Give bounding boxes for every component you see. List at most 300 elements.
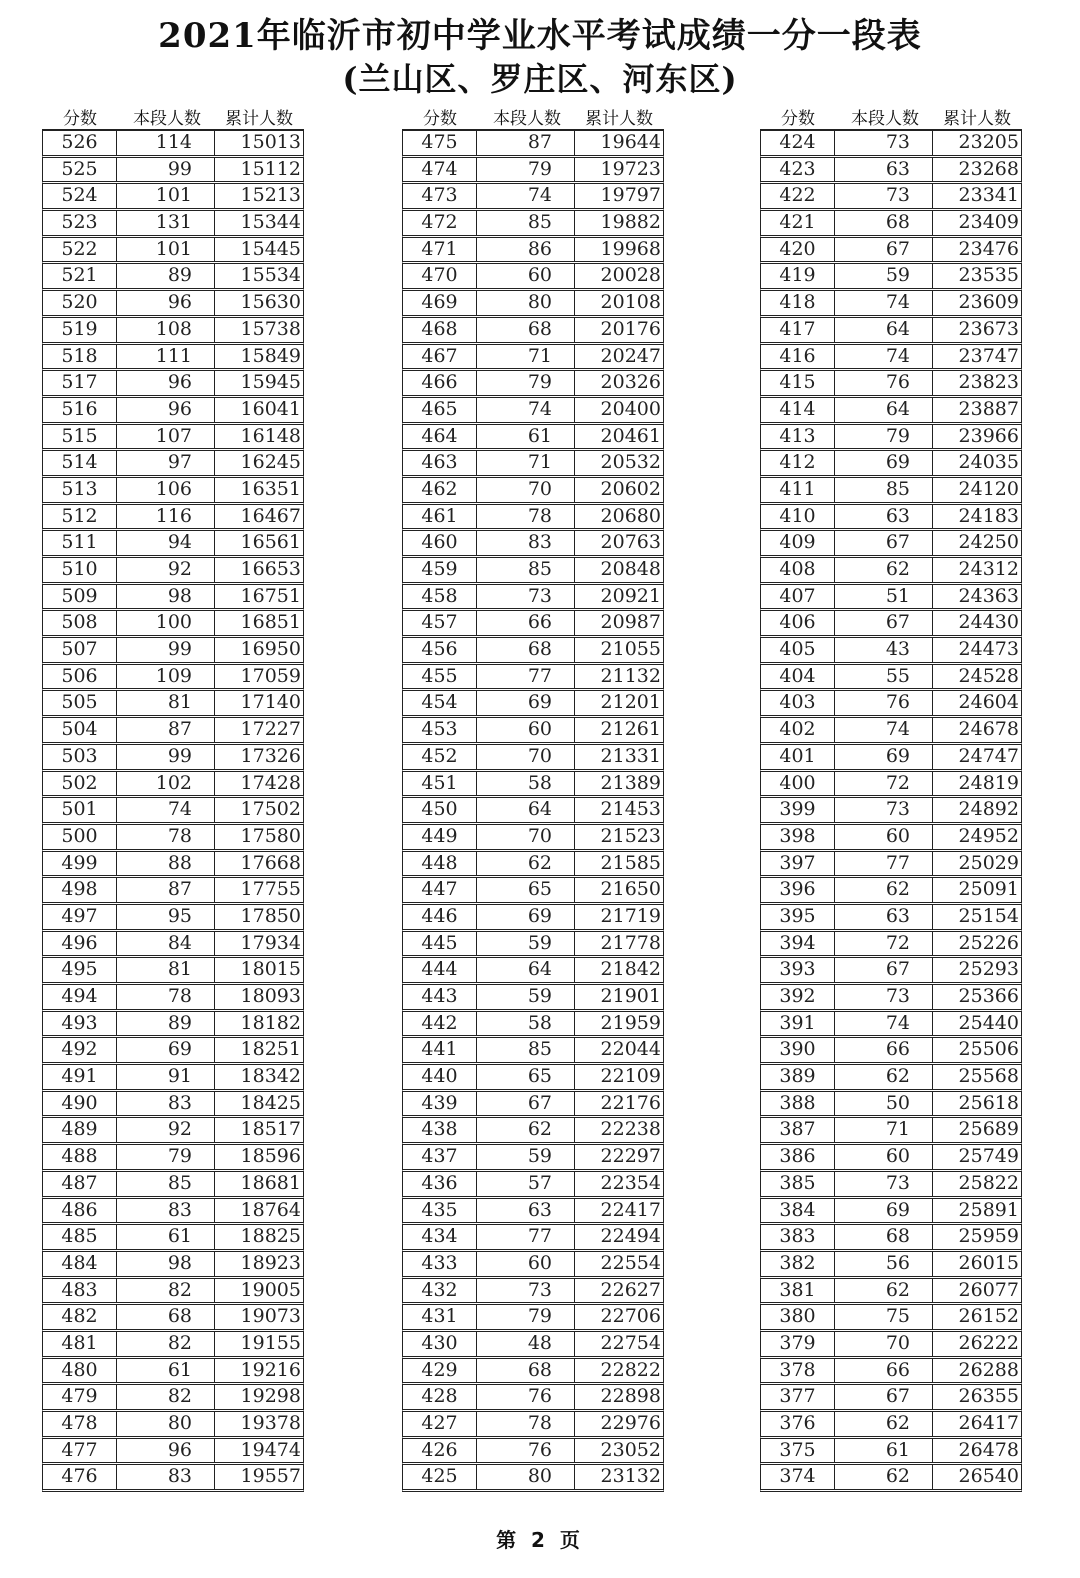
table-row xyxy=(760,1332,1022,1359)
table-row xyxy=(42,211,304,238)
cumulative-cell: 25749 xyxy=(958,1145,1019,1168)
count-cell: 74 xyxy=(477,184,575,208)
score-cell: 374 xyxy=(761,1465,835,1489)
score-cell: 491 xyxy=(43,1065,117,1089)
table-row xyxy=(760,1279,1022,1306)
count-cell: 63 xyxy=(477,1199,575,1223)
score-cell: 394 xyxy=(761,932,835,956)
cumulative-cell: 16561 xyxy=(240,531,301,554)
cumulative-cell: 18764 xyxy=(240,1198,301,1221)
count-cell: 70 xyxy=(477,825,575,849)
count-cell: 59 xyxy=(477,1145,575,1169)
score-cell: 383 xyxy=(761,1225,835,1249)
table-row xyxy=(760,932,1022,959)
count-cell: 74 xyxy=(835,345,933,369)
count-cell: 59 xyxy=(477,985,575,1009)
score-cell: 416 xyxy=(761,345,835,369)
count-cell: 89 xyxy=(117,1012,215,1036)
count-cell: 59 xyxy=(477,932,575,956)
score-cell: 441 xyxy=(403,1038,477,1062)
count-cell: 82 xyxy=(117,1332,215,1356)
table-row xyxy=(42,1038,304,1065)
cumulative-cell: 26015 xyxy=(958,1251,1019,1274)
cumulative-cell: 15445 xyxy=(240,237,301,260)
table-row xyxy=(760,1305,1022,1332)
score-cell: 397 xyxy=(761,852,835,876)
cumulative-cell: 23535 xyxy=(958,264,1019,287)
table-row xyxy=(42,932,304,959)
table-row xyxy=(402,1225,664,1252)
score-cell: 502 xyxy=(43,772,117,796)
table-body xyxy=(760,129,1022,1492)
score-cell: 511 xyxy=(43,531,117,555)
score-cell: 378 xyxy=(761,1359,835,1383)
cumulative-cell: 24678 xyxy=(958,718,1019,741)
count-cell: 60 xyxy=(835,825,933,849)
cumulative-cell: 26478 xyxy=(958,1438,1019,1461)
count-cell: 111 xyxy=(117,345,215,369)
cumulative-cell: 22822 xyxy=(600,1358,661,1381)
score-cell: 463 xyxy=(403,451,477,475)
cumulative-cell: 22627 xyxy=(600,1278,661,1301)
cumulative-cell: 26288 xyxy=(958,1358,1019,1381)
cumulative-cell: 17502 xyxy=(240,798,301,821)
table-row xyxy=(760,958,1022,985)
table-row xyxy=(402,1172,664,1199)
count-cell: 79 xyxy=(477,158,575,182)
cumulative-cell: 22417 xyxy=(600,1198,661,1221)
table-row xyxy=(760,264,1022,291)
score-cell: 462 xyxy=(403,478,477,502)
score-cell: 433 xyxy=(403,1252,477,1276)
score-cell: 442 xyxy=(403,1012,477,1036)
cumulative-cell: 24528 xyxy=(958,664,1019,687)
score-cell: 414 xyxy=(761,398,835,422)
count-cell: 99 xyxy=(117,638,215,662)
count-cell: 80 xyxy=(117,1412,215,1436)
count-cell: 74 xyxy=(835,291,933,315)
table-row xyxy=(42,585,304,612)
score-cell: 421 xyxy=(761,211,835,235)
count-cell: 67 xyxy=(835,531,933,555)
table-row xyxy=(402,1092,664,1119)
cumulative-cell: 15344 xyxy=(240,211,301,234)
score-cell: 477 xyxy=(43,1439,117,1463)
cumulative-cell: 25366 xyxy=(958,985,1019,1007)
count-cell: 79 xyxy=(477,371,575,395)
score-cell: 517 xyxy=(43,371,117,395)
table-row xyxy=(760,905,1022,932)
cumulative-cell: 19723 xyxy=(600,157,661,180)
score-cell: 440 xyxy=(403,1065,477,1089)
score-cell: 435 xyxy=(403,1199,477,1223)
table-row xyxy=(402,398,664,425)
score-cell: 392 xyxy=(761,985,835,1009)
score-cell: 468 xyxy=(403,318,477,342)
table-row xyxy=(402,318,664,345)
score-cell: 525 xyxy=(43,158,117,182)
table-row xyxy=(760,638,1022,665)
count-cell: 51 xyxy=(835,585,933,609)
header-score: 分数 xyxy=(423,109,457,129)
count-cell: 81 xyxy=(117,958,215,982)
count-cell: 98 xyxy=(117,1252,215,1276)
cumulative-cell: 26355 xyxy=(958,1385,1019,1408)
count-cell: 82 xyxy=(117,1279,215,1303)
table-row xyxy=(760,665,1022,692)
score-cell: 458 xyxy=(403,585,477,609)
score-cell: 424 xyxy=(761,131,835,155)
score-cell: 389 xyxy=(761,1065,835,1089)
table-row xyxy=(760,1199,1022,1226)
count-cell: 68 xyxy=(477,638,575,662)
table-row xyxy=(42,398,304,425)
cumulative-cell: 15013 xyxy=(240,131,301,153)
score-cell: 471 xyxy=(403,238,477,262)
count-cell: 66 xyxy=(835,1359,933,1383)
table-row xyxy=(760,825,1022,852)
table-row xyxy=(402,158,664,185)
cumulative-cell: 25154 xyxy=(958,904,1019,927)
cumulative-cell: 23609 xyxy=(958,291,1019,314)
count-cell: 76 xyxy=(835,691,933,715)
count-cell: 64 xyxy=(835,398,933,422)
score-cell: 402 xyxy=(761,718,835,742)
score-cell: 390 xyxy=(761,1038,835,1062)
count-cell: 73 xyxy=(835,131,933,155)
score-cell: 488 xyxy=(43,1145,117,1169)
table-row xyxy=(402,1065,664,1092)
cumulative-cell: 23205 xyxy=(958,131,1019,153)
score-cell: 455 xyxy=(403,665,477,689)
score-cell: 519 xyxy=(43,318,117,342)
count-cell: 72 xyxy=(835,932,933,956)
score-cell: 446 xyxy=(403,905,477,929)
table-row xyxy=(42,905,304,932)
cumulative-cell: 20763 xyxy=(600,531,661,554)
table-row xyxy=(760,1359,1022,1386)
count-cell: 78 xyxy=(117,985,215,1009)
score-cell: 506 xyxy=(43,665,117,689)
score-cell: 400 xyxy=(761,772,835,796)
count-cell: 62 xyxy=(835,878,933,902)
count-cell: 48 xyxy=(477,1332,575,1356)
cumulative-cell: 24430 xyxy=(958,611,1019,634)
count-cell: 68 xyxy=(477,318,575,342)
table-row xyxy=(760,398,1022,425)
table-row xyxy=(42,505,304,532)
score-cell: 410 xyxy=(761,505,835,529)
count-cell: 60 xyxy=(477,264,575,288)
score-cell: 515 xyxy=(43,425,117,449)
cumulative-cell: 22354 xyxy=(600,1171,661,1194)
cumulative-cell: 24747 xyxy=(958,744,1019,767)
count-cell: 77 xyxy=(477,1225,575,1249)
table-row xyxy=(402,932,664,959)
cumulative-cell: 21901 xyxy=(600,985,661,1007)
table-row xyxy=(402,798,664,825)
page-number: 第 2 页 xyxy=(496,1528,584,1552)
count-cell: 74 xyxy=(835,718,933,742)
table-row xyxy=(42,1145,304,1172)
cumulative-cell: 16751 xyxy=(240,584,301,607)
cumulative-cell: 20532 xyxy=(600,451,661,474)
cumulative-cell: 18825 xyxy=(240,1225,301,1248)
table-row xyxy=(402,745,664,772)
cumulative-cell: 25689 xyxy=(958,1118,1019,1141)
count-cell: 108 xyxy=(117,318,215,342)
count-cell: 71 xyxy=(477,451,575,475)
cumulative-cell: 23673 xyxy=(958,317,1019,340)
score-cell: 492 xyxy=(43,1038,117,1062)
cumulative-cell: 19797 xyxy=(600,184,661,207)
score-cell: 443 xyxy=(403,985,477,1009)
count-cell: 85 xyxy=(477,211,575,235)
cumulative-cell: 19005 xyxy=(240,1278,301,1301)
cumulative-cell: 26222 xyxy=(958,1331,1019,1354)
table-row xyxy=(402,1385,664,1412)
score-cell: 474 xyxy=(403,158,477,182)
cumulative-cell: 16653 xyxy=(240,558,301,580)
cumulative-cell: 16950 xyxy=(240,638,301,661)
table-row xyxy=(760,345,1022,372)
table-row xyxy=(760,1385,1022,1412)
cumulative-cell: 21842 xyxy=(600,958,661,981)
score-cell: 459 xyxy=(403,558,477,582)
cumulative-cell: 17668 xyxy=(240,851,301,874)
table-row xyxy=(402,1252,664,1279)
table-row xyxy=(402,505,664,532)
count-cell: 60 xyxy=(835,1145,933,1169)
count-cell: 96 xyxy=(117,291,215,315)
count-cell: 76 xyxy=(835,371,933,395)
table-row xyxy=(42,691,304,718)
table-row xyxy=(760,1145,1022,1172)
cumulative-cell: 19216 xyxy=(240,1358,301,1381)
table-row xyxy=(42,1359,304,1386)
count-cell: 62 xyxy=(835,1279,933,1303)
count-cell: 98 xyxy=(117,585,215,609)
score-cell: 419 xyxy=(761,264,835,288)
score-cell: 465 xyxy=(403,398,477,422)
table-row xyxy=(402,345,664,372)
score-cell: 478 xyxy=(43,1412,117,1436)
table-row xyxy=(42,958,304,985)
count-cell: 84 xyxy=(117,932,215,956)
count-cell: 62 xyxy=(835,1412,933,1436)
score-cell: 453 xyxy=(403,718,477,742)
table-row xyxy=(402,1412,664,1439)
table-row xyxy=(42,745,304,772)
cumulative-cell: 15849 xyxy=(240,344,301,367)
score-cell: 386 xyxy=(761,1145,835,1169)
table-row xyxy=(402,585,664,612)
count-cell: 58 xyxy=(477,1012,575,1036)
cumulative-cell: 21778 xyxy=(600,931,661,954)
count-cell: 85 xyxy=(477,558,575,582)
count-cell: 69 xyxy=(835,1199,933,1223)
score-cell: 411 xyxy=(761,478,835,502)
table-row xyxy=(42,345,304,372)
cumulative-cell: 22044 xyxy=(600,1038,661,1061)
count-cell: 83 xyxy=(477,531,575,555)
cumulative-cell: 15630 xyxy=(240,291,301,314)
score-cell: 403 xyxy=(761,691,835,715)
cumulative-cell: 18596 xyxy=(240,1145,301,1168)
count-cell: 80 xyxy=(477,1465,575,1489)
score-cell: 415 xyxy=(761,371,835,395)
score-cell: 518 xyxy=(43,345,117,369)
table-row xyxy=(42,1439,304,1466)
score-cell: 473 xyxy=(403,184,477,208)
table-row xyxy=(42,264,304,291)
table-row xyxy=(42,558,304,585)
table-row xyxy=(402,184,664,211)
count-cell: 91 xyxy=(117,1065,215,1089)
cumulative-cell: 18681 xyxy=(240,1171,301,1194)
table-row xyxy=(42,1225,304,1252)
count-cell: 64 xyxy=(477,958,575,982)
cumulative-cell: 18923 xyxy=(240,1251,301,1274)
score-cell: 391 xyxy=(761,1012,835,1036)
count-cell: 83 xyxy=(117,1465,215,1489)
score-cell: 404 xyxy=(761,665,835,689)
score-cell: 494 xyxy=(43,985,117,1009)
count-cell: 82 xyxy=(117,1385,215,1409)
cumulative-cell: 24035 xyxy=(958,451,1019,474)
cumulative-cell: 17755 xyxy=(240,878,301,901)
cumulative-cell: 22976 xyxy=(600,1412,661,1434)
score-cell: 512 xyxy=(43,505,117,529)
table-row xyxy=(402,238,664,265)
cumulative-cell: 25891 xyxy=(958,1198,1019,1221)
count-cell: 74 xyxy=(477,398,575,422)
count-cell: 43 xyxy=(835,638,933,662)
table-row xyxy=(402,691,664,718)
score-cell: 449 xyxy=(403,825,477,849)
score-cell: 496 xyxy=(43,932,117,956)
cumulative-cell: 19155 xyxy=(240,1331,301,1354)
score-cell: 385 xyxy=(761,1172,835,1196)
score-cell: 481 xyxy=(43,1332,117,1356)
table-row xyxy=(760,985,1022,1012)
cumulative-cell: 17227 xyxy=(240,718,301,741)
cumulative-cell: 25506 xyxy=(958,1038,1019,1061)
count-cell: 62 xyxy=(477,852,575,876)
cumulative-cell: 22176 xyxy=(600,1091,661,1114)
score-cell: 461 xyxy=(403,505,477,529)
table-row xyxy=(42,318,304,345)
cumulative-cell: 18015 xyxy=(240,958,301,981)
cumulative-cell: 18342 xyxy=(240,1065,301,1088)
count-cell: 66 xyxy=(477,611,575,635)
cumulative-cell: 22706 xyxy=(600,1305,661,1328)
score-cell: 398 xyxy=(761,825,835,849)
score-cell: 445 xyxy=(403,932,477,956)
cumulative-cell: 15213 xyxy=(240,184,301,207)
table-row xyxy=(760,878,1022,905)
count-cell: 81 xyxy=(117,691,215,715)
table-row xyxy=(760,158,1022,185)
cumulative-cell: 26417 xyxy=(958,1412,1019,1434)
count-cell: 60 xyxy=(477,1252,575,1276)
score-cell: 501 xyxy=(43,798,117,822)
table-row xyxy=(402,611,664,638)
cumulative-cell: 24604 xyxy=(958,691,1019,714)
table-row xyxy=(760,1092,1022,1119)
cumulative-cell: 18182 xyxy=(240,1011,301,1034)
cumulative-cell: 18251 xyxy=(240,1038,301,1061)
table-row xyxy=(402,1038,664,1065)
count-cell: 101 xyxy=(117,238,215,262)
score-cell: 399 xyxy=(761,798,835,822)
count-cell: 73 xyxy=(835,184,933,208)
cumulative-cell: 24120 xyxy=(958,477,1019,500)
count-cell: 77 xyxy=(477,665,575,689)
cumulative-cell: 25568 xyxy=(958,1065,1019,1088)
score-cell: 522 xyxy=(43,238,117,262)
score-cell: 423 xyxy=(761,158,835,182)
count-cell: 70 xyxy=(477,745,575,769)
cumulative-cell: 17059 xyxy=(240,664,301,687)
score-cell: 393 xyxy=(761,958,835,982)
count-cell: 65 xyxy=(477,878,575,902)
cumulative-cell: 25091 xyxy=(958,878,1019,901)
count-cell: 73 xyxy=(477,1279,575,1303)
cumulative-cell: 17580 xyxy=(240,824,301,847)
score-cell: 431 xyxy=(403,1305,477,1329)
table-row xyxy=(42,238,304,265)
score-cell: 409 xyxy=(761,531,835,555)
table-row xyxy=(402,1439,664,1466)
score-cell: 432 xyxy=(403,1279,477,1303)
score-cell: 420 xyxy=(761,238,835,262)
cumulative-cell: 20680 xyxy=(600,504,661,527)
score-cell: 524 xyxy=(43,184,117,208)
count-cell: 68 xyxy=(477,1359,575,1383)
count-cell: 78 xyxy=(477,505,575,529)
count-cell: 83 xyxy=(117,1199,215,1223)
cumulative-cell: 25293 xyxy=(958,958,1019,981)
table-row xyxy=(402,531,664,558)
score-cell: 375 xyxy=(761,1439,835,1463)
score-cell: 499 xyxy=(43,852,117,876)
cumulative-cell: 24819 xyxy=(958,771,1019,794)
score-cell: 384 xyxy=(761,1199,835,1223)
cumulative-cell: 16245 xyxy=(240,451,301,474)
table-row xyxy=(760,211,1022,238)
table-row xyxy=(402,1359,664,1386)
score-cell: 422 xyxy=(761,184,835,208)
count-cell: 71 xyxy=(835,1118,933,1142)
score-cell: 507 xyxy=(43,638,117,662)
count-cell: 70 xyxy=(835,1332,933,1356)
count-cell: 85 xyxy=(835,478,933,502)
score-cell: 417 xyxy=(761,318,835,342)
score-cell: 444 xyxy=(403,958,477,982)
cumulative-cell: 22494 xyxy=(600,1225,661,1248)
cumulative-cell: 25440 xyxy=(958,1011,1019,1034)
table-row xyxy=(42,772,304,799)
cumulative-cell: 19644 xyxy=(600,131,661,153)
cumulative-cell: 16851 xyxy=(240,611,301,634)
table-row xyxy=(760,585,1022,612)
header-count: 本段人数 xyxy=(493,109,561,129)
cumulative-cell: 23268 xyxy=(958,157,1019,180)
score-cell: 470 xyxy=(403,264,477,288)
table-row xyxy=(760,1252,1022,1279)
count-cell: 62 xyxy=(835,1465,933,1489)
